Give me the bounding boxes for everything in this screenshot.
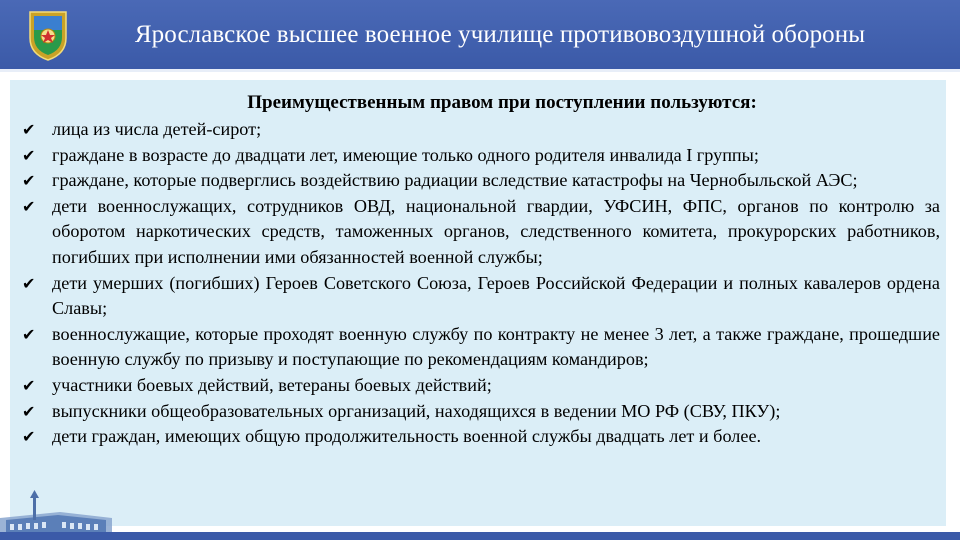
section-heading: Преимущественным правом при поступлении пользуются:: [247, 92, 757, 113]
checkmark-icon: ✔: [22, 145, 36, 165]
page-title: Ярославское высшее военное училище противовоздушной обороны: [134, 20, 866, 48]
checkmark-icon: ✔: [22, 171, 36, 191]
list-item: ✔ выпускники общеобразовательных организаций, находящихся в ведении МО РФ (СВУ, ПКУ);: [22, 399, 940, 425]
checkmark-icon: ✔: [22, 120, 36, 139]
privileges-list: [22, 117, 940, 450]
list-item: ✔ граждане в возрасте до двадцати лет, имеющие только одного родителя инвалида I группы;: [22, 143, 940, 169]
checkmark-icon: ✔: [22, 375, 36, 395]
list-item: ✔ военнослужащие, которые проходят военную службу по контракту не менее 3 лет, а также граждане, прошедшие военную службу по призыву и поступающие по рекомендациям командиров;: [22, 323, 940, 370]
checkmark-icon: ✔: [22, 427, 36, 447]
checkmark-icon: ✔: [22, 196, 36, 216]
bottom-bar: [0, 532, 960, 540]
checkmark-icon: ✔: [22, 273, 36, 293]
list-item: ✔ граждане, которые подверглись воздействию радиации вследствие катастрофы на Чернобыльской АЭС;: [22, 168, 940, 194]
header-divider: [0, 69, 960, 72]
list-item: ✔ дети граждан, имеющих общую продолжительность военной службы двадцать лет и более.: [22, 424, 940, 450]
list-item: ✔ дети военнослужащих, сотрудников ОВД, национальной гвардии, УФСИН, ФПС, органов по контролю за оборотом наркотических средств, таможенных органов, следственного комитета, прокурорских работников, погибших при исполнении ими обязанностей военной службы;: [22, 195, 940, 267]
list-item: ✔ дети умерших (погибших) Героев Советского Союза, Героев Российской Федерации и полных кавалеров ордена Славы;: [22, 272, 940, 319]
checkmark-icon: ✔: [22, 324, 36, 344]
list-item: ✔ лица из числа детей-сирот;: [22, 117, 940, 143]
list-item: ✔ участники боевых действий, ветераны боевых действий;: [22, 373, 940, 399]
checkmark-icon: ✔: [22, 401, 36, 421]
